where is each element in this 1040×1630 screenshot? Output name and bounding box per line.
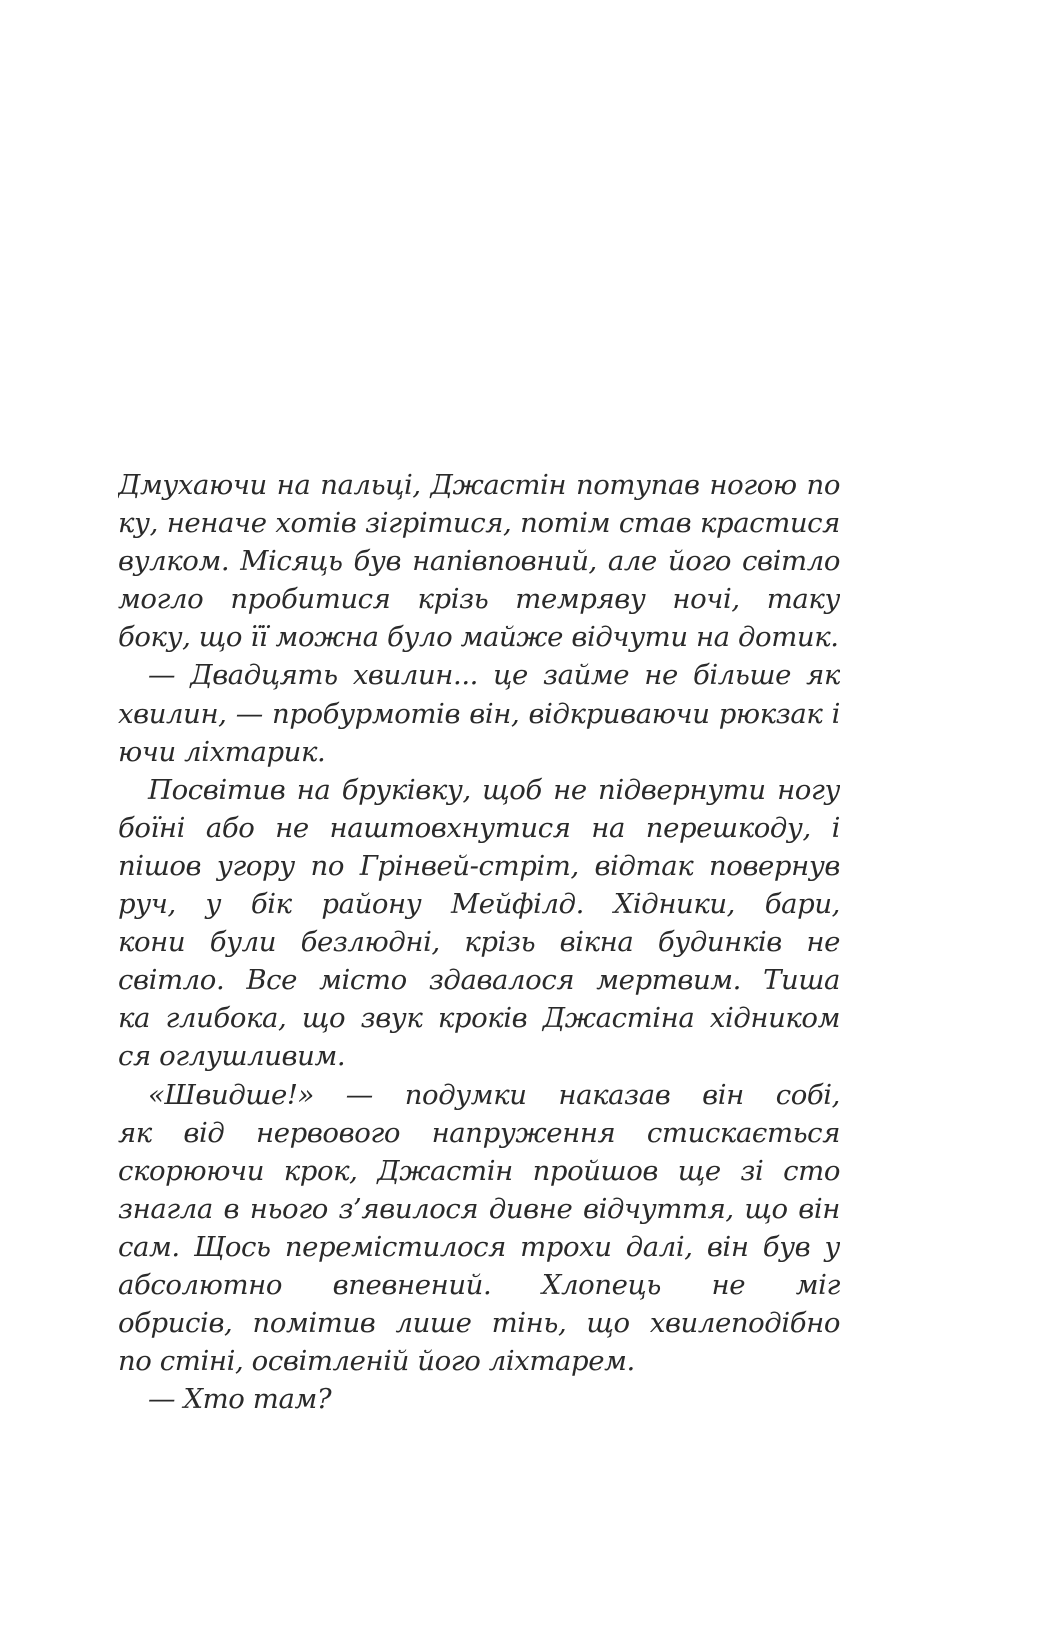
text-line: ка глибока, що звук кроків Джастіна хідником (118, 1002, 840, 1035)
text-line: могло пробитися крізь темряву ночі, таку (118, 583, 840, 616)
body-text (118, 466, 840, 1418)
text-line: боку, що її можна було майже відчути на дотик. (118, 621, 839, 654)
text-line: — Хто там? (148, 1383, 332, 1416)
text-line: обрисів, помітив лише тінь, що хвилеподібно (118, 1307, 840, 1340)
text-line: пішов угору по Грінвей-стріт, відтак повернув (118, 849, 840, 882)
text-line: — Двадцять хвилин... це займе не більше як (148, 659, 840, 692)
text-line: ючи ліхтарик. (118, 735, 326, 768)
text-line: боїні або не наштовхнутися на перешкоду, і (118, 811, 840, 844)
text-line: світло. Все місто здавалося мертвим. Тиша (118, 964, 840, 997)
text-line: знагла в нього з’явилося дивне відчуття, що він (118, 1192, 840, 1225)
text-line: скорюючи крок, Джастін пройшов ще зі сто (118, 1154, 840, 1187)
text-line: вулком. Місяць був напівповний, але його світло (118, 545, 840, 578)
text-line: Посвітив на бруківку, щоб не підвернути ногу (148, 773, 840, 806)
text-line: хвилин, — пробурмотів він, відкриваючи рюкзак і (118, 697, 840, 730)
text-line: кони були безлюдні, крізь вікна будинків не (118, 926, 840, 959)
text-line: руч, у бік району Мейфілд. Хідники, бари, (118, 888, 840, 921)
text-line: як від нервового напруження стискається (118, 1116, 840, 1149)
text-line: по стіні, освітленій його ліхтарем. (118, 1345, 635, 1378)
text-line: ся оглушливим. (118, 1040, 346, 1073)
text-line: абсолютно впевнений. Хлопець не міг (118, 1268, 840, 1301)
text-line: сам. Щось перемістилося трохи далі, він був у (118, 1230, 840, 1263)
text-line: Дмухаючи на пальці, Джастін потупав ногою по (118, 469, 840, 501)
text-line: ку, неначе хотів зігрітися, потім став крастися (118, 507, 840, 540)
text-line: «Швидше!» — подумки наказав він собі, (148, 1078, 840, 1111)
